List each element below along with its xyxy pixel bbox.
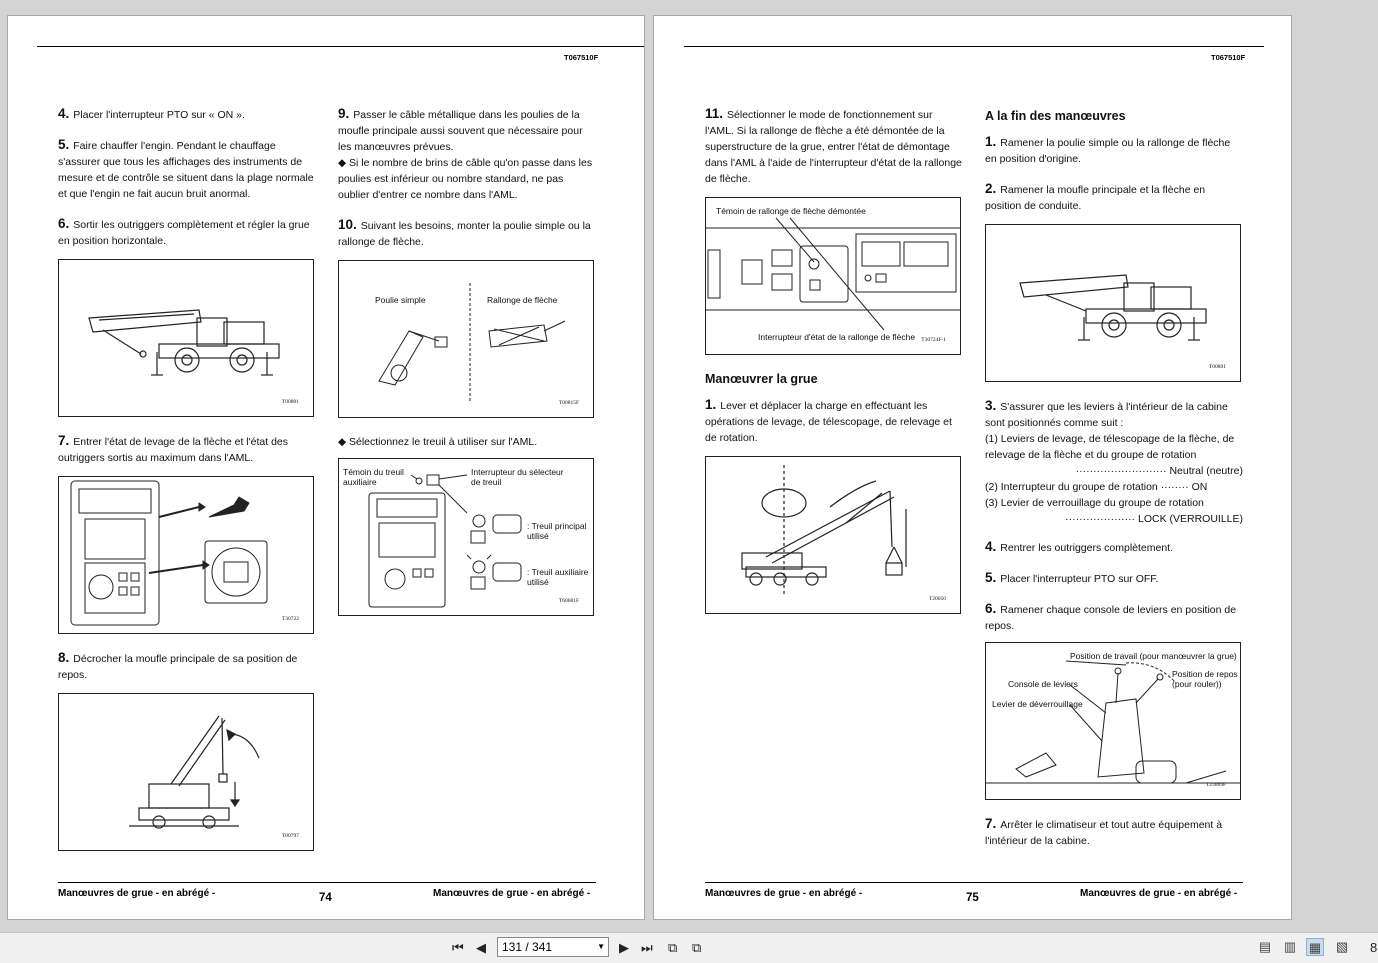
figure-code: T00797 [281,833,299,839]
footer-right: Manœuvres de grue - en abrégé - [433,888,591,899]
label-treuil-principal: : Treuil principal utilisé [527,521,587,541]
figure-crane-outriggers [58,259,314,417]
end-step-6: 6. Ramener chaque console de leviers en position de repos. [985,601,1237,632]
figure-winch-selector [338,458,594,616]
next-page-button[interactable]: ▶ [619,940,629,955]
footer-right: Manœuvres de grue - en abrégé - [1080,888,1238,899]
figure-code: T00801 [281,399,299,405]
label-position-travail: Position de travail (pour manœuvrer la grue) [1070,651,1237,661]
step-7: 7. Entrer l'état de levage de la flèche et l'état des outriggers sortis au maximum dans l'AML. [58,433,288,464]
jib-status-panel-illustration [706,198,960,354]
footer-rule [705,882,1243,883]
chevron-down-icon: ▼ [597,942,605,951]
last-page-button[interactable]: ⏭ [641,940,653,955]
right-column-1 [705,106,963,630]
lever-console-illustration [986,643,1240,799]
lever-item-1-value: ·························· Neutral (neutre) [1075,465,1243,477]
facing-pages-view-icon[interactable]: ▦ [1306,938,1324,956]
section-heading-fin: A la fin des manœuvres [985,109,1126,123]
step-10: 10. Suivant les besoins, monter la poulie simple ou la rallonge de flèche. [338,217,591,248]
footer-rule [58,882,596,883]
figure-code: T60681F [558,598,579,604]
step-1-lift: 1. Lever et déplacer la charge en effectuant les opérations de levage, de télescopage, de relevage et de rotation. [705,397,952,444]
label-console: Console de leviers [1008,679,1078,689]
aml-panel-illustration [59,477,313,633]
truncated-toolbar-item: 8 [1370,940,1378,955]
step-8: 8. Décrocher la moufle principale de sa position de repos. [58,650,298,681]
facing-continuous-view-icon[interactable]: ▧ [1335,939,1349,954]
end-step-1: 1. Ramener la poulie simple ou la rallonge de flèche en position d'origine. [985,134,1231,165]
label-rallonge: Rallonge de flèche [487,295,558,305]
figure-lever-console [985,642,1241,800]
step-6: 6. Sortir les outriggers complètement et régler la grue en position horizontale. [58,216,310,247]
page-number: 74 [319,892,332,904]
document-page-75 [653,15,1292,920]
figure-aml-panel [58,476,314,634]
figure-code: T20050 [928,596,946,602]
lever-item-3: (3) Levier de verrouillage du groupe de rotation [985,497,1204,509]
figure-code: T30724F-1 [921,337,946,343]
go-forward-icon[interactable]: ⧉ [692,940,702,955]
figure-lift-operation [705,456,961,614]
right-column-2 [985,106,1243,863]
lever-item-3-value: ···················· LOCK (VERROUILLE) [1065,513,1243,525]
step-9-note: ◆ Si le nombre de brins de câble qu'on passe dans les poulies est inférieur ou nombre standard, ne pas oublier d'entrer ce nombre dans l'AML. [338,157,593,201]
figure-code: T00815F [558,400,579,406]
label-interrupteur-rallonge: Interrupteur d'état de la rallonge de flèche [758,332,916,342]
page-indicator: 131 / 341 [502,940,553,954]
figure-hook-release [58,693,314,851]
label-interrupteur-selecteur: Interrupteur du sélecteur de treuil [471,467,564,487]
go-back-icon[interactable]: ⧉ [668,940,678,955]
document-page-74 [7,15,645,920]
step-11: 11. Sélectionner le mode de fonctionnement sur l'AML. Si la rallonge de flèche a été démontée de la superstructure de la grue, entrer l'état de démontage dans l'AML à l'aide de l'interrupteur d'état de la rallonge de flèche. [705,106,962,185]
header-rule [37,46,645,47]
label-position-repos: Position de repos (pour rouler)) [1172,669,1238,689]
lever-item-1: (1) Leviers de levage, de télescopage de la flèche, de relevage de la flèche et du groupe de rotation [985,433,1235,461]
figure-code: T30722 [281,616,299,622]
label-treuil-auxiliaire: : Treuil auxiliaire utilisé [527,567,589,587]
header-rule [684,46,1264,47]
left-column-2 [338,106,596,632]
single-page-view-icon[interactable]: ▤ [1258,939,1272,954]
figure-code: T00801 [1208,364,1226,370]
crane-illustration [59,260,313,416]
continuous-view-icon[interactable]: ▥ [1283,939,1297,954]
end-step-7: 7. Arrêter le climatiseur et tout autre équipement à l'intérieur de la cabine. [985,816,1223,847]
end-step-3: 3. S'assurer que les leviers à l'intérieur de la cabine sont positionnés comme suit : [985,398,1228,429]
label-poulie-simple: Poulie simple [375,295,426,305]
crane-raised-illustration [59,694,313,850]
step-4: 4. Placer l'interrupteur PTO sur « ON ». [58,106,245,121]
page-selector[interactable] [497,937,609,957]
lift-operation-illustration [706,457,960,613]
end-step-4: 4. Rentrer les outriggers complètement. [985,539,1174,554]
end-step-5: 5. Placer l'interrupteur PTO sur OFF. [985,570,1159,585]
figure-jib-status [705,197,961,355]
step-5: 5. Faire chauffer l'engin. Pendant le chauffage s'assurer que tous les affichages des instruments de mesure et de contrôle se situent dans la plage normale et que l'engin ne fait aucun bruit anormal. [58,137,314,200]
label-temoin-treuil: Témoin du treuil auxiliaire [343,467,404,487]
figure-code: T23069F [1205,782,1226,788]
left-column-1 [58,106,316,867]
section-heading-manoeuvrer: Manœuvrer la grue [705,372,818,386]
lever-item-2: (2) Interrupteur du groupe de rotation ········ ON [985,481,1208,493]
doc-code: T067510F [564,53,599,62]
footer-left: Manœuvres de grue - en abrégé - [58,888,216,899]
label-temoin-rallonge: Témoin de rallonge de flèche démontée [716,206,866,216]
figure-sheave-jib [338,260,594,418]
doc-code: T067510F [1211,53,1246,62]
figure-crane-drive-position [985,224,1241,382]
page-number: 75 [966,892,979,904]
end-step-2: 2. Ramener la moufle principale et la flèche en position de conduite. [985,181,1206,212]
crane-drive-illustration [986,225,1240,381]
viewer-toolbar [0,932,1378,963]
lever-positions-list [985,431,1243,527]
sheave-jib-illustration [339,261,593,417]
first-page-button[interactable]: ⏮ [452,940,464,955]
step-9: 9. Passer le câble métallique dans les poulies de la moufle principale aussi souvent que nécessaire pour les manœuvres prévues. [338,106,583,153]
label-levier-deverrouillage: Levier de déverrouillage [992,699,1083,709]
footer-left: Manœuvres de grue - en abrégé - [705,888,863,899]
previous-page-button[interactable]: ◀ [476,940,486,955]
winch-note: ◆ Sélectionnez le treuil à utiliser sur l'AML. [338,436,538,448]
